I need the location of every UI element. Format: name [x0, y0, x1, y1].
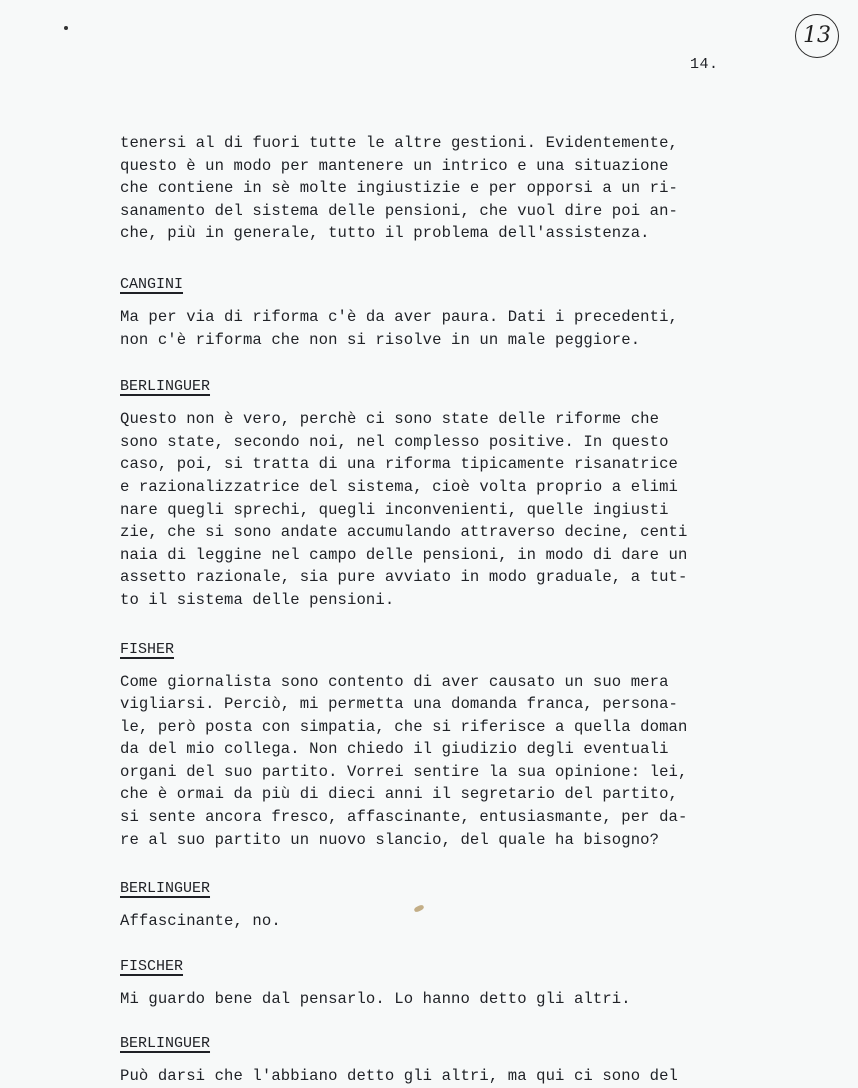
transcript-body — [120, 132, 770, 1088]
ink-dot — [64, 26, 68, 30]
speaker-label: BERLINGUER — [120, 1035, 211, 1053]
speaker-label: FISCHER — [120, 957, 184, 975]
paragraph: Mi guardo bene dal pensarlo. Lo hanno detto gli altri. — [120, 989, 631, 1008]
paragraph: Questo non è vero, perchè ci sono state delle riforme che sono state, secondo noi, nel complesso positive. In questo caso, poi, si tratta di una riforma tipicamente risanatrice e razionalizzatrice del sistema, cioè volta proprio a elimi nare quegli sprechi, quegli inconvenienti, quelle ingiusti zie, che si sono andate accumulando attraverso decine, centi naia di leggine nel campo delle pensioni, in modo di dare un assetto razionale, sia pure avviato in modo graduale, a tut- to il sistema delle pensioni. — [120, 410, 688, 609]
page-stamp: 13 — [795, 14, 839, 58]
paragraph: Affascinante, no. — [120, 912, 281, 931]
paragraph: Ma per via di riforma c'è da aver paura. Dati i precedenti, non c'è riforma che non si risolve in un male peggiore. — [120, 307, 679, 349]
speaker-label-wrap — [120, 377, 770, 397]
speaker-label: BERLINGUER — [120, 880, 211, 898]
paragraph: Come giornalista sono contento di aver causato un suo mera vigliarsi. Perciò, mi permetta una domanda franca, persona- le, però posta con simpatia, che si riferisce a quella doman da del mio collega. Non chiedo il giudizio degli eventuali organi del suo partito. Vorrei sentire la sua opinione: lei, che è ormai da più di dieci anni il segretario del partito, si sente ancora fresco, affascinante, entusiasmante, per da- re al suo partito un nuovo slancio, del quale ha bisogno? — [120, 672, 688, 849]
speaker-label-wrap — [120, 879, 770, 899]
speaker-label: CANGINI — [120, 275, 184, 293]
speaker-label-wrap — [120, 957, 770, 977]
speaker-label: FISHER — [120, 640, 175, 658]
speaker-label-wrap — [120, 275, 770, 295]
speaker-label-wrap — [120, 640, 770, 660]
speaker-label: BERLINGUER — [120, 378, 211, 396]
paragraph: tenersi al di fuori tutte le altre gestioni. Evidentemente, questo è un modo per mantenere un intrico e una situazione che contiene in sè molte ingiustizie e per opporsi a un ri- sanamento del sistema delle pensioni, che vuol dire poi an- che, più in generale, tutto il problema dell'assistenza. — [120, 134, 679, 243]
paragraph: Può darsi che l'abbiano detto gli altri, ma qui ci sono del — [120, 1067, 679, 1086]
page-number: 14. — [690, 56, 719, 73]
speaker-label-wrap — [120, 1034, 770, 1054]
